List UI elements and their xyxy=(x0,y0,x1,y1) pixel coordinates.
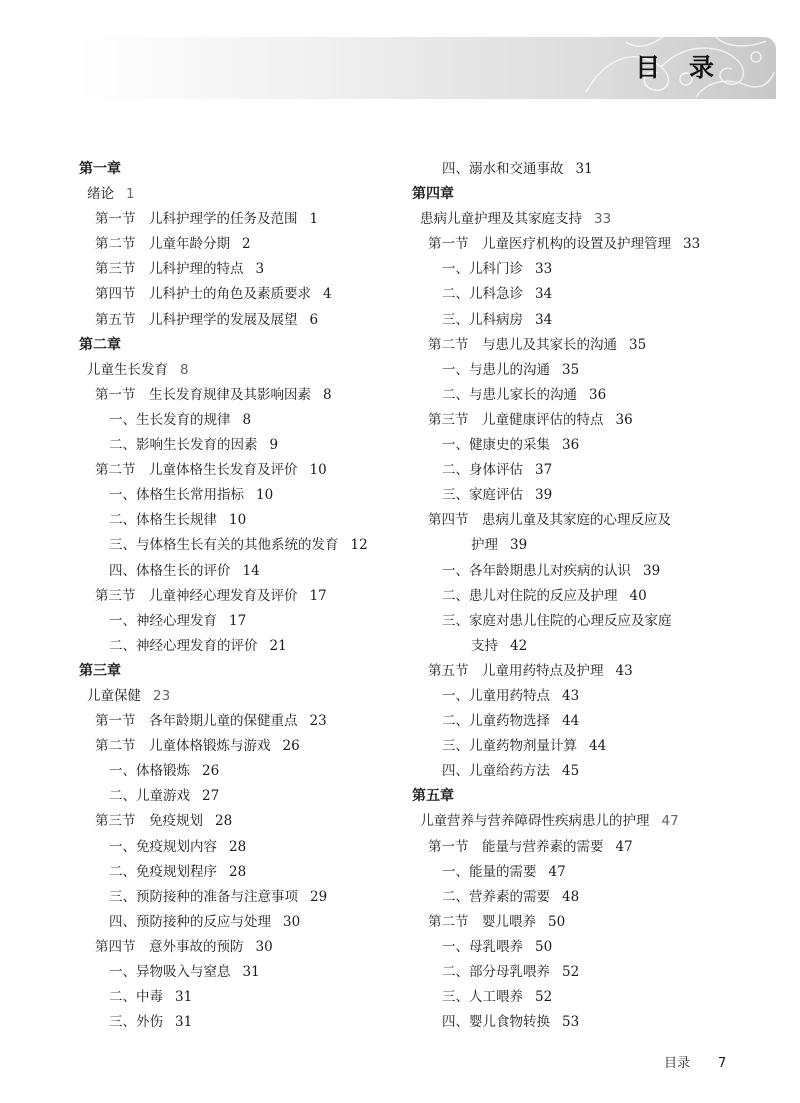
toc-entry-text: 儿童生长发育 xyxy=(87,361,168,378)
toc-entry-text: 三、外伤 xyxy=(109,1014,163,1031)
toc-page-number: 43 xyxy=(562,687,580,704)
toc-item xyxy=(79,759,399,784)
toc-page-number: 31 xyxy=(175,1014,193,1031)
toc-entry-text: 第四节 儿科护士的角色及素质要求 xyxy=(95,286,311,303)
toc-entry-text: 一、各年龄期患儿对疾病的认识 xyxy=(442,562,631,579)
toc-ctitle xyxy=(412,809,752,834)
toc-wrap xyxy=(412,533,752,558)
toc-page-number: 35 xyxy=(562,361,580,378)
toc-item xyxy=(79,835,399,860)
toc-page-number: 23 xyxy=(309,713,327,730)
toc-entry-text: 四、体格生长的评价 xyxy=(109,562,231,579)
toc-page-number: 39 xyxy=(643,562,661,579)
toc-item xyxy=(79,960,399,985)
toc-entry-text: 第五节 儿科护理学的发展及展望 xyxy=(95,311,298,328)
toc-entry-text: 第一节 生长发育规律及其影响因素 xyxy=(95,386,311,403)
toc-page-number: 44 xyxy=(589,738,607,755)
toc-item xyxy=(412,282,752,307)
toc-entry-text: 一、能量的需要 xyxy=(442,863,537,880)
toc-item xyxy=(412,383,752,408)
toc-entry-text: 一、健康史的采集 xyxy=(442,437,550,454)
toc-page-number: 8 xyxy=(180,361,189,378)
toc-item xyxy=(412,559,752,584)
toc-entry-text: 绪论 xyxy=(87,186,114,203)
toc-item xyxy=(412,483,752,508)
toc-entry-text: 儿童营养与营养障碍性疾病患儿的护理 xyxy=(420,813,650,830)
toc-entry-text: 三、家庭评估 xyxy=(442,487,523,504)
toc-entry-text: 第二节 与患儿及其家长的沟通 xyxy=(428,336,617,353)
toc-wrap xyxy=(412,634,752,659)
toc-entry-text: 第三节 免疫规划 xyxy=(95,813,203,830)
toc-entry-text: 二、儿童药物选择 xyxy=(442,713,550,730)
toc-item xyxy=(79,885,399,910)
toc-page-number: 43 xyxy=(615,662,633,679)
toc-page-number: 33 xyxy=(535,261,553,278)
toc-entry-text: 第三节 儿科护理的特点 xyxy=(95,261,244,278)
toc-item xyxy=(412,985,752,1010)
toc-sec xyxy=(412,232,752,257)
toc-page-number: 48 xyxy=(562,888,580,905)
toc-item xyxy=(412,885,752,910)
toc-sec xyxy=(79,809,399,834)
toc-page-number: 30 xyxy=(255,938,273,955)
toc-page-number: 26 xyxy=(282,738,300,755)
toc-page-number: 31 xyxy=(242,964,260,980)
toc-entry-text: 第二节 儿童年龄分期 xyxy=(95,236,230,253)
toc-entry-text: 三、家庭对患儿住院的心理反应及家庭 xyxy=(442,612,672,629)
toc-entry-text: 第三节 儿童神经心理发育及评价 xyxy=(95,587,298,604)
toc-page-number: 31 xyxy=(575,161,593,177)
toc-item xyxy=(79,860,399,885)
toc-item xyxy=(412,584,752,609)
toc-ctitle xyxy=(79,182,399,207)
toc-page-number: 31 xyxy=(175,989,193,1006)
toc-entry-text: 二、影响生长发育的因素 xyxy=(109,437,258,454)
toc-entry-text: 第一节 儿科护理学的任务及范围 xyxy=(95,211,298,228)
toc-page-number: 8 xyxy=(323,386,332,403)
toc-page-number: 39 xyxy=(510,537,528,554)
toc-chapter xyxy=(79,157,399,182)
toc-chapter xyxy=(79,333,399,358)
toc-entry-text: 二、儿科急诊 xyxy=(442,286,523,303)
toc-entry-text: 一、体格生长常用指标 xyxy=(109,487,244,504)
toc-page-number: 21 xyxy=(269,637,287,654)
toc-entry-text: 二、中毒 xyxy=(109,989,163,1006)
toc-page-number: 9 xyxy=(269,437,279,454)
toc-entry-text: 一、体格锻炼 xyxy=(109,763,190,780)
toc-page-number: 45 xyxy=(562,763,580,780)
toc-entry-text: 第四节 意外事故的预防 xyxy=(95,938,244,955)
toc-page-number: 50 xyxy=(535,938,553,955)
toc-item xyxy=(79,634,399,659)
toc-ctitle xyxy=(412,207,752,232)
toc-page-number: 34 xyxy=(535,286,553,303)
toc-entry-text: 支持 xyxy=(471,637,498,654)
toc-entry-text: 三、儿童药物剂量计算 xyxy=(442,738,577,755)
toc-entry-text: 四、婴儿食物转换 xyxy=(442,1014,550,1031)
toc-page-number: 30 xyxy=(283,913,301,930)
toc-page-number: 36 xyxy=(562,437,580,454)
toc-page-number: 2 xyxy=(242,236,251,253)
toc-entry-text: 二、部分母乳喂养 xyxy=(442,964,550,980)
toc-entry-text: 第二章 xyxy=(79,336,121,353)
toc-page-number: 8 xyxy=(242,411,252,428)
toc-entry-text: 四、儿童给药方法 xyxy=(442,763,550,780)
toc-page-number: 3 xyxy=(255,261,265,278)
toc-item xyxy=(412,157,752,182)
toc-sec xyxy=(412,835,752,860)
toc-page-number: 14 xyxy=(242,562,260,579)
toc-item xyxy=(79,433,399,458)
toc-sec xyxy=(412,659,752,684)
toc-entry-text: 二、体格生长规律 xyxy=(109,512,217,529)
toc-entry-text: 第二节 儿童体格生长发育及评价 xyxy=(95,462,298,479)
toc-entry-text: 第三章 xyxy=(79,662,121,679)
toc-page-number: 47 xyxy=(615,838,633,855)
toc-entry-text: 四、溺水和交通事故 xyxy=(442,161,564,177)
toc-sec xyxy=(79,584,399,609)
toc-item xyxy=(79,910,399,935)
toc-page-number: 28 xyxy=(215,813,233,830)
toc-page-number: 52 xyxy=(562,964,580,980)
toc-page-number: 17 xyxy=(229,612,247,629)
toc-item xyxy=(412,358,752,383)
toc-page-number: 26 xyxy=(202,763,220,780)
toc-page-number: 1 xyxy=(126,186,135,203)
toc-page-number: 17 xyxy=(309,587,327,604)
toc-sec xyxy=(79,709,399,734)
toc-entry-text: 二、身体评估 xyxy=(442,462,523,479)
toc-item xyxy=(412,960,752,985)
toc-page-number: 36 xyxy=(589,386,607,403)
toc-page-number: 10 xyxy=(309,462,327,479)
toc-page-number: 23 xyxy=(153,687,171,704)
toc-page-number: 40 xyxy=(629,587,647,604)
toc-chapter xyxy=(412,182,752,207)
toc-page-number: 12 xyxy=(350,537,368,554)
toc-item xyxy=(79,985,399,1010)
toc-page-number: 37 xyxy=(535,462,553,479)
toc-sec xyxy=(79,282,399,307)
toc-item xyxy=(79,1010,399,1035)
toc-page-number: 33 xyxy=(683,236,701,253)
toc-ctitle xyxy=(79,358,399,383)
toc-entry-text: 患病儿童护理及其家庭支持 xyxy=(420,211,582,228)
toc-ctitle xyxy=(79,684,399,709)
toc-page-number: 50 xyxy=(548,913,566,930)
toc-item xyxy=(412,734,752,759)
toc-entry-text: 一、神经心理发育 xyxy=(109,612,217,629)
toc-page-number: 53 xyxy=(562,1014,580,1031)
toc-page-number: 27 xyxy=(202,788,220,805)
toc-page-number: 47 xyxy=(661,813,679,830)
toc-entry-text: 一、儿科门诊 xyxy=(442,261,523,278)
toc-entry-text: 二、患儿对住院的反应及护理 xyxy=(442,587,618,604)
toc-item xyxy=(412,684,752,709)
toc-item xyxy=(412,609,752,634)
toc-entry-text: 第四章 xyxy=(412,186,454,203)
toc-entry-text: 二、神经心理发育的评价 xyxy=(109,637,258,654)
toc-item xyxy=(79,559,399,584)
toc-item xyxy=(79,784,399,809)
toc-sec xyxy=(412,508,752,533)
toc-sec xyxy=(79,383,399,408)
toc-item xyxy=(79,483,399,508)
toc-page-number: 4 xyxy=(323,286,332,303)
toc-left-column xyxy=(79,157,399,1035)
toc-entry-text: 第一节 能量与营养素的需要 xyxy=(428,838,604,855)
page-footer xyxy=(664,1052,726,1071)
toc-item xyxy=(412,709,752,734)
toc-entry-text: 第二节 儿童体格锻炼与游戏 xyxy=(95,738,271,755)
toc-sec xyxy=(79,232,399,257)
toc-page-number: 28 xyxy=(229,838,247,855)
toc-entry-text: 二、免疫规划程序 xyxy=(109,863,217,880)
toc-entry-text: 儿童保健 xyxy=(87,687,141,704)
toc-sec xyxy=(79,308,399,333)
toc-page-number: 10 xyxy=(229,512,247,529)
toc-page-number: 34 xyxy=(535,311,553,328)
toc-sec xyxy=(79,935,399,960)
toc-item xyxy=(79,408,399,433)
toc-entry-text: 一、生长发育的规律 xyxy=(109,411,231,428)
toc-sec xyxy=(79,207,399,232)
header-banner xyxy=(78,37,776,99)
toc-entry-text: 三、与体格生长有关的其他系统的发育 xyxy=(109,537,339,554)
toc-entry-text: 四、预防接种的反应与处理 xyxy=(109,913,271,930)
toc-entry-text: 第一章 xyxy=(79,161,121,177)
toc-item xyxy=(412,308,752,333)
toc-entry-text: 第五章 xyxy=(412,788,454,805)
toc-page-number: 33 xyxy=(594,211,612,228)
page-number: 7 xyxy=(718,1056,727,1071)
toc-item xyxy=(79,533,399,558)
toc-entry-text: 二、营养素的需要 xyxy=(442,888,550,905)
toc-page-number: 28 xyxy=(229,863,247,880)
toc-page-number: 35 xyxy=(629,336,647,353)
toc-page-number: 44 xyxy=(562,713,580,730)
toc-item xyxy=(412,759,752,784)
toc-sec xyxy=(79,734,399,759)
toc-entry-text: 第二节 婴儿喂养 xyxy=(428,913,536,930)
toc-item xyxy=(412,1010,752,1035)
toc-page-number: 1 xyxy=(309,211,319,228)
toc-page-number: 39 xyxy=(535,487,553,504)
toc-chapter xyxy=(79,659,399,684)
toc-entry-text: 第四节 患病儿童及其家庭的心理反应及 xyxy=(428,512,671,529)
toc-entry-text: 护理 xyxy=(471,537,498,554)
toc-entry-text: 二、儿童游戏 xyxy=(109,788,190,805)
toc-entry-text: 第一节 儿童医疗机构的设置及护理管理 xyxy=(428,236,671,253)
toc-page-number: 36 xyxy=(615,411,633,428)
toc-item xyxy=(79,508,399,533)
toc-sec xyxy=(412,910,752,935)
toc-page-number: 29 xyxy=(310,888,328,905)
toc-entry-text: 一、儿童用药特点 xyxy=(442,687,550,704)
toc-sec xyxy=(412,333,752,358)
toc-page-number: 6 xyxy=(309,311,319,328)
toc-entry-text: 一、异物吸入与窒息 xyxy=(109,964,231,980)
toc-page-number: 42 xyxy=(510,637,528,654)
toc-right-column xyxy=(412,157,752,1035)
toc-entry-text: 三、人工喂养 xyxy=(442,989,523,1006)
toc-entry-text: 三、预防接种的准备与注意事项 xyxy=(109,888,298,905)
toc-entry-text: 第五节 儿童用药特点及护理 xyxy=(428,662,604,679)
toc-entry-text: 三、儿科病房 xyxy=(442,311,523,328)
page-title: 目 录 xyxy=(635,53,724,82)
toc-entry-text: 一、免疫规划内容 xyxy=(109,838,217,855)
toc-sec xyxy=(79,257,399,282)
toc-chapter xyxy=(412,784,752,809)
toc-item xyxy=(412,935,752,960)
toc-item xyxy=(79,609,399,634)
toc-entry-text: 一、与患儿的沟通 xyxy=(442,361,550,378)
toc-item xyxy=(412,458,752,483)
toc-entry-text: 第一节 各年龄期儿童的保健重点 xyxy=(95,713,298,730)
toc-item xyxy=(412,860,752,885)
toc-page-number: 52 xyxy=(535,989,553,1006)
toc-entry-text: 二、与患儿家长的沟通 xyxy=(442,386,577,403)
toc-sec xyxy=(79,458,399,483)
toc-item xyxy=(412,257,752,282)
toc-entry-text: 一、母乳喂养 xyxy=(442,938,523,955)
toc-item xyxy=(412,433,752,458)
toc-entry-text: 第三节 儿童健康评估的特点 xyxy=(428,411,604,428)
toc-sec xyxy=(412,408,752,433)
toc-page-number: 10 xyxy=(256,487,274,504)
toc-page-number: 47 xyxy=(548,863,566,880)
footer-label: 目录 xyxy=(664,1056,691,1071)
